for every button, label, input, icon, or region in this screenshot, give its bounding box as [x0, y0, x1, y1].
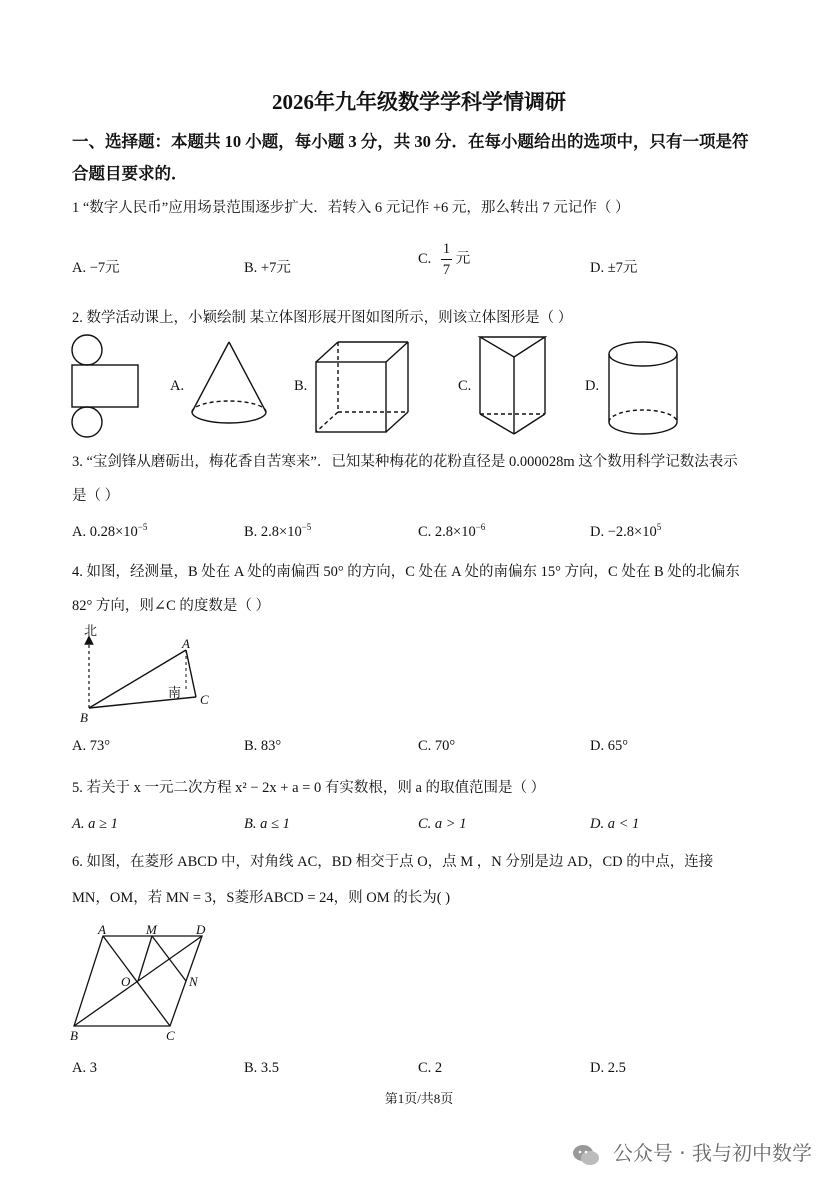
q3-option-c-base: C. 2.8×10 [418, 523, 476, 540]
q2-option-d: D. [585, 378, 600, 394]
q6-fig-point-a: A [98, 922, 106, 937]
q6-fig-point-d: D [196, 922, 206, 937]
q6-diagonal-ac [103, 936, 170, 1026]
question-5-text: 5. 若关于 x 一元二次方程 x² − 2x + a = 0 有实数根，则 a 的取值范围是（ ） [72, 780, 546, 796]
q4-option-c: C. 70° [418, 738, 456, 754]
q4-fig-point-a: A [182, 636, 190, 651]
question-2-text: 2. 数学活动课上，小颖绘制 某立体图形展开图如图所示，则该立体图形是（ ） [72, 310, 573, 326]
q5-option-c: C. a > 1 [418, 816, 467, 832]
question-3-text-cont: 是（ ） [72, 488, 120, 504]
q3-option-b-exp: −5 [301, 522, 312, 532]
question-6-text-cont: MN，OM，若 MN = 3，S菱形ABCD = 24，则 OM 的长为( ) [72, 890, 451, 906]
q4-fig-point-c: C [200, 692, 209, 707]
q3-option-b-base: B. 2.8×10 [244, 523, 302, 540]
q3-option-a-base: A. 0.28×10 [72, 523, 138, 540]
q1-option-d: D. ±7元 [590, 260, 638, 276]
question-3-text: 3. “宝剑锋从磨砺出，梅花香自苦寒来”．已知某种梅花的花粉直径是 0.000028m 这个数用科学记数法表示 [72, 454, 738, 470]
q2-option-b: B. [294, 378, 308, 394]
q6-fig-point-n: N [189, 974, 198, 989]
question-1-text: 1 “数字人民币”应用场景范围逐步扩大．若转入 6 元记作 +6 元，那么转出 7 元记作（ ） [72, 200, 630, 216]
q6-fig-point-b: B [70, 1028, 78, 1043]
q3-option-a-exp: −5 [137, 522, 148, 532]
q5-option-d: D. a < 1 [590, 816, 640, 832]
question-4-text-cont: 82° 方向，则∠C 的度数是（ ） [72, 598, 270, 614]
page-title: 2026年九年级数学学科学情调研 [272, 90, 566, 114]
q6-option-a: A. 3 [72, 1060, 97, 1076]
q6-option-c: C. 2 [418, 1060, 443, 1076]
page-footer: 第1页/共8页 [384, 1091, 454, 1106]
q1-option-a: A. −7元 [72, 260, 120, 276]
q4-fig-south-label: 南 [168, 685, 182, 700]
q1-option-b: B. +7元 [244, 260, 291, 276]
q3-option-d-base: D. −2.8×10 [590, 523, 657, 540]
question-4-text: 4. 如图，经测量，B 处在 A 处的南偏西 50° 的方向，C 处在 A 处的南偏东 15° 方向，C 处在 B 处的北偏东 [72, 564, 740, 580]
q2-option-c: C. [458, 378, 472, 394]
watermark-text: 公众号 · 我与初中数学 [612, 1141, 812, 1165]
q1-option-c-prefix: C. [418, 250, 432, 267]
q4-option-d: D. 65° [590, 738, 629, 754]
q6-fig-point-c: C [166, 1028, 175, 1043]
q6-segment-om [138, 936, 152, 981]
q4-option-a: A. 73° [72, 738, 111, 754]
q1-option-c-unit: 元 [455, 250, 471, 267]
watermark [571, 1137, 812, 1167]
wechat-icon [571, 1143, 601, 1167]
q3-option-d-exp: 5 [656, 522, 662, 532]
q5-option-a: A. a ≥ 1 [72, 816, 118, 832]
q4-option-b: B. 83° [244, 738, 282, 754]
question-6-text: 6. 如图，在菱形 ABCD 中，对角线 AC，BD 相交于点 O，点 M ，N 分别是边 AD，CD 的中点，连接 [72, 854, 714, 870]
q1-option-c-denominator: 7 [442, 261, 451, 278]
q4-fig-north-label: 北 [84, 623, 98, 638]
q6-option-d: D. 2.5 [590, 1060, 626, 1076]
q6-fig-point-m: M [146, 922, 157, 937]
q4-fig-point-b: B [80, 710, 88, 725]
q6-segment-mn [152, 936, 186, 981]
q5-option-b: B. a ≤ 1 [244, 816, 290, 832]
q2-option-a: A. [170, 378, 185, 394]
q3-option-c-exp: −6 [475, 522, 486, 532]
q1-option-c-numerator: 1 [441, 242, 452, 260]
q6-option-b: B. 3.5 [244, 1060, 280, 1076]
q6-fig-point-o: O [121, 974, 131, 989]
section-header-line1: 一、选择题：本题共 10 小题，每小题 3 分，共 30 分．在每小题给出的选项中，只有一项是符 [72, 132, 749, 151]
section-header-line2: 合题目要求的． [72, 164, 188, 183]
